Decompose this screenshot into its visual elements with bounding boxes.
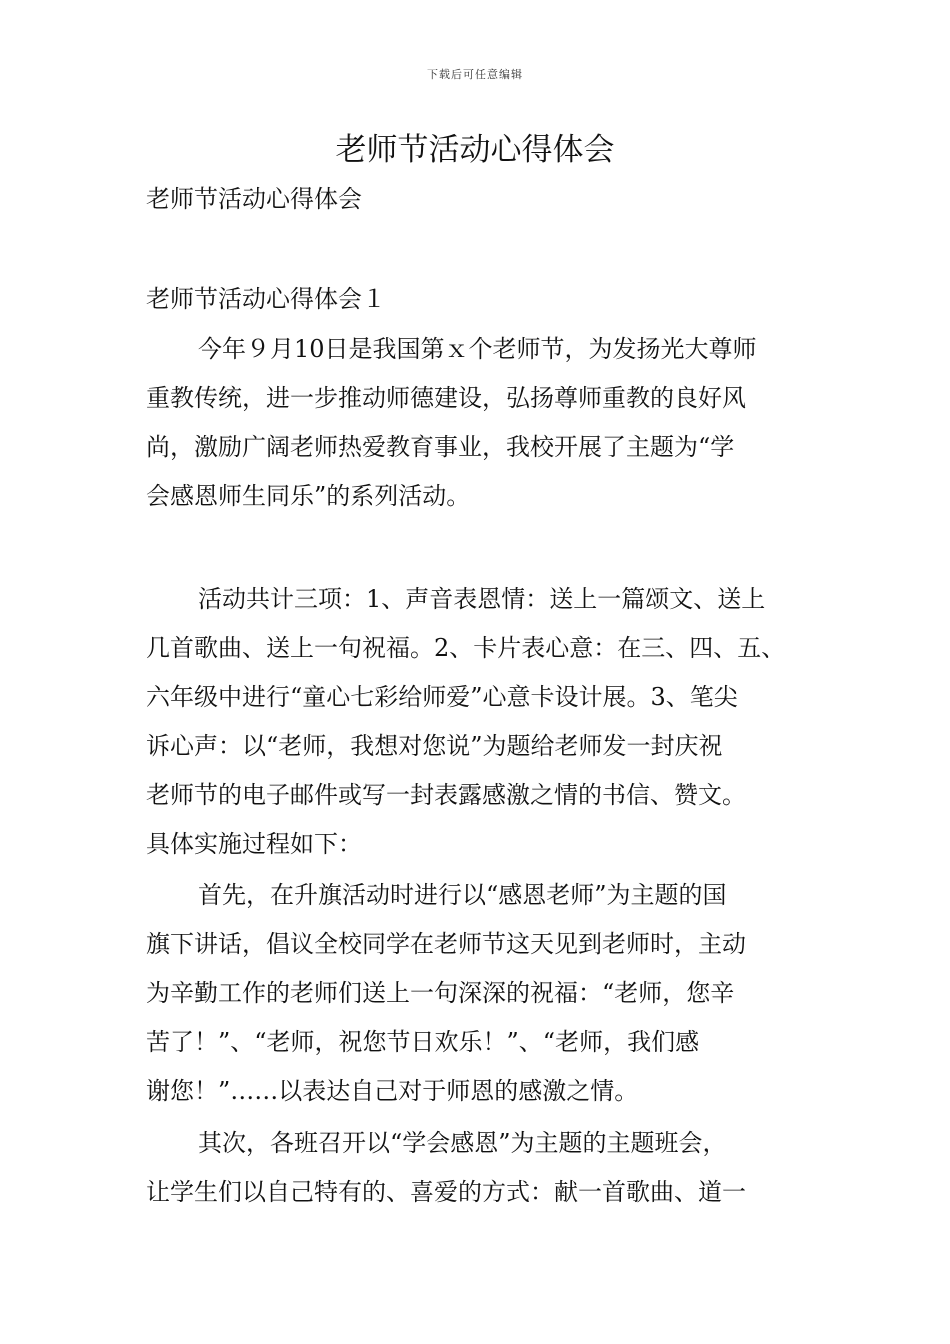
paragraph-line: 会感恩师生同乐”的系列活动。: [146, 482, 471, 510]
paragraph-line: 其次，各班召开以“学会感恩”为主题的主题班会，: [198, 1129, 727, 1157]
paragraph-line: 尚，激励广阔老师热爱教育事业，我校开展了主题为“学: [146, 433, 735, 461]
paragraph-line: 活动共计三项：1、声音表恩情：送上一篇颂文、送上: [198, 585, 766, 613]
paragraph-line: 诉心声：以“老师，我想对您说”为题给老师发一封庆祝: [146, 732, 723, 760]
paragraph-line: 六年级中进行“童心七彩给师爱”心意卡设计展。3、笔尖: [146, 683, 738, 711]
document-subtitle: 老师节活动心得体会: [146, 185, 362, 213]
section-heading: 老师节活动心得体会１: [146, 285, 386, 313]
paragraph-line: 谢您！”……以表达自己对于师恩的感激之情。: [146, 1077, 639, 1105]
paragraph: [146, 1119, 826, 1217]
paragraph: [146, 325, 826, 521]
paragraph-line: 老师节的电子邮件或写一封表露感激之情的书信、赞文。: [146, 781, 746, 809]
paragraph-line: 重教传统，进一步推动师德建设，弘扬尊师重教的良好风: [146, 384, 746, 412]
paragraph-line: 让学生们以自己特有的、喜爱的方式：献一首歌曲、道一: [146, 1178, 746, 1206]
paragraph-line: 苦了！”、“老师，祝您节日欢乐！”、“老师，我们感: [146, 1028, 700, 1056]
document-title: 老师节活动心得体会: [335, 132, 615, 168]
paragraph-line: 今年９月10日是我国第ｘ个老师节，为发扬光大尊师: [198, 335, 757, 363]
header-note: 下载后可任意编辑: [427, 68, 523, 81]
paragraph: [146, 575, 826, 869]
paragraph-line: 几首歌曲、送上一句祝福。2、卡片表心意：在三、四、五、: [146, 634, 786, 662]
paragraph-line: 旗下讲话，倡议全校同学在老师节这天见到老师时，主动: [146, 930, 746, 958]
paragraph-line: 具体实施过程如下：: [146, 830, 362, 858]
paragraph-line: 为辛勤工作的老师们送上一句深深的祝福：“老师，您辛: [146, 979, 735, 1007]
paragraph: [146, 871, 826, 1116]
paragraph-line: 首先，在升旗活动时进行以“感恩老师”为主题的国: [198, 881, 727, 909]
